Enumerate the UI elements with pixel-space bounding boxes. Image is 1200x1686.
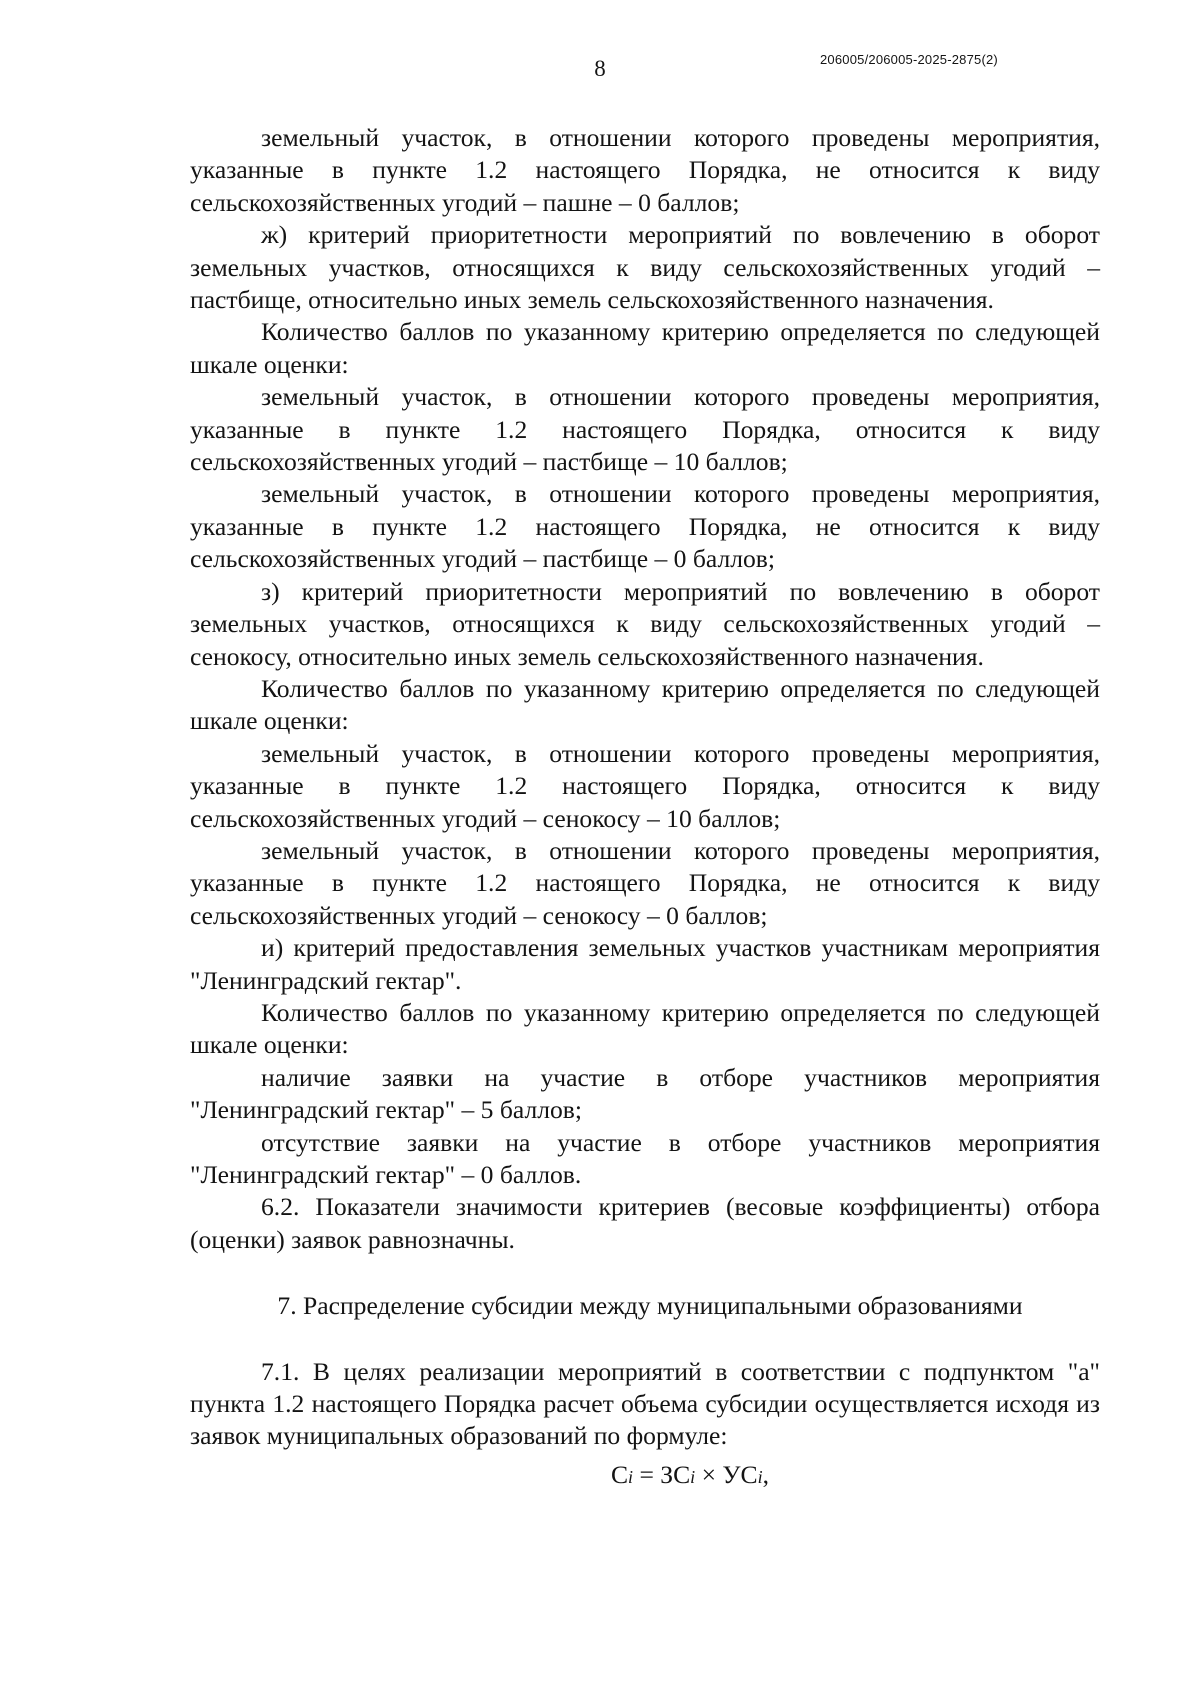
formula (190, 1459, 1100, 1493)
formula-lhs: C (610, 1459, 629, 1489)
paragraph: Количество баллов по указанному критерию определяется по следующей шкале оценки: (190, 317, 1100, 379)
formula-subscript: i (690, 1466, 696, 1487)
paragraph: Количество баллов по указанному критерию определяется по следующей шкале оценки: (190, 997, 1100, 1060)
paragraph: наличие заявки на участие в отборе участников мероприятия "Ленинградский гектар" – 5 баллов; (190, 1062, 1100, 1125)
formula-equals: = ЗC (633, 1459, 691, 1489)
paragraph: ж) критерий приоритетности мероприятий по вовлечению в оборот земельных участков, относящихся к виду сельскохозяйственных угодий – пастбище, относительно иных земель сельскохозяйственного назначения. (190, 220, 1100, 315)
paragraph: земельный участок, в отношении которого проведены мероприятия, указанные в пункте 1.2 настоящего Порядка, не относится к виду сельскохозяйственных угодий – пашне – 0 баллов; (190, 123, 1100, 217)
paragraph: земельный участок, в отношении которого проведены мероприятия, указанные в пункте 1.2 настоящего Порядка, не относится к виду сельскохозяйственных угодий – сенокосу – 0 баллов; (190, 835, 1100, 930)
document-code: 206005/206005-2025-2875(2) (820, 52, 998, 67)
formula-subscript: i (628, 1466, 634, 1487)
paragraph: з) критерий приоритетности мероприятий по вовлечению в оборот земельных участков, относящихся к виду сельскохозяйственных угодий – сенокосу, относительно иных земель сельскохозяйственного назначения. (190, 576, 1100, 671)
document-body (190, 122, 1100, 1493)
section-paragraph: 7.1. В целях реализации мероприятий в соответствии с подпунктом "а" пункта 1.2 настоящего Порядка расчет объема субсидии осуществляется исходя из заявок муниципальных образований по формуле: (190, 1356, 1100, 1451)
formula-subscript: i (757, 1466, 763, 1487)
page-number: 8 (594, 56, 606, 81)
formula-times: × УС (695, 1459, 758, 1489)
section-heading: 7. Распределение субсидии между муниципальными образованиями (277, 1291, 1023, 1321)
paragraph: земельный участок, в отношении которого проведены мероприятия, указанные в пункте 1.2 настоящего Порядка, относится к виду сельскохозяйственных угодий – сенокосу – 10 баллов; (190, 738, 1100, 833)
paragraph: 6.2. Показатели значимости критериев (весовые коэффициенты) отбора (оценки) заявок равнозначны. (190, 1192, 1100, 1254)
paragraph: Количество баллов по указанному критерию определяется по следующей шкале оценки: (190, 673, 1100, 736)
formula-tail: , (762, 1459, 770, 1489)
paragraph: земельный участок, в отношении которого проведены мероприятия, указанные в пункте 1.2 настоящего Порядка, относится к виду сельскохозяйственных угодий – пастбище – 10 баллов; (190, 382, 1100, 477)
paragraph: отсутствие заявки на участие в отборе участников мероприятия "Ленинградский гектар" – 0 баллов. (190, 1127, 1100, 1189)
paragraph: земельный участок, в отношении которого проведены мероприятия, указанные в пункте 1.2 настоящего Порядка, не относится к виду сельскохозяйственных угодий – пастбище – 0 баллов; (190, 479, 1100, 574)
paragraph: и) критерий предоставления земельных участков участникам мероприятия "Ленинградский гектар". (190, 933, 1100, 995)
